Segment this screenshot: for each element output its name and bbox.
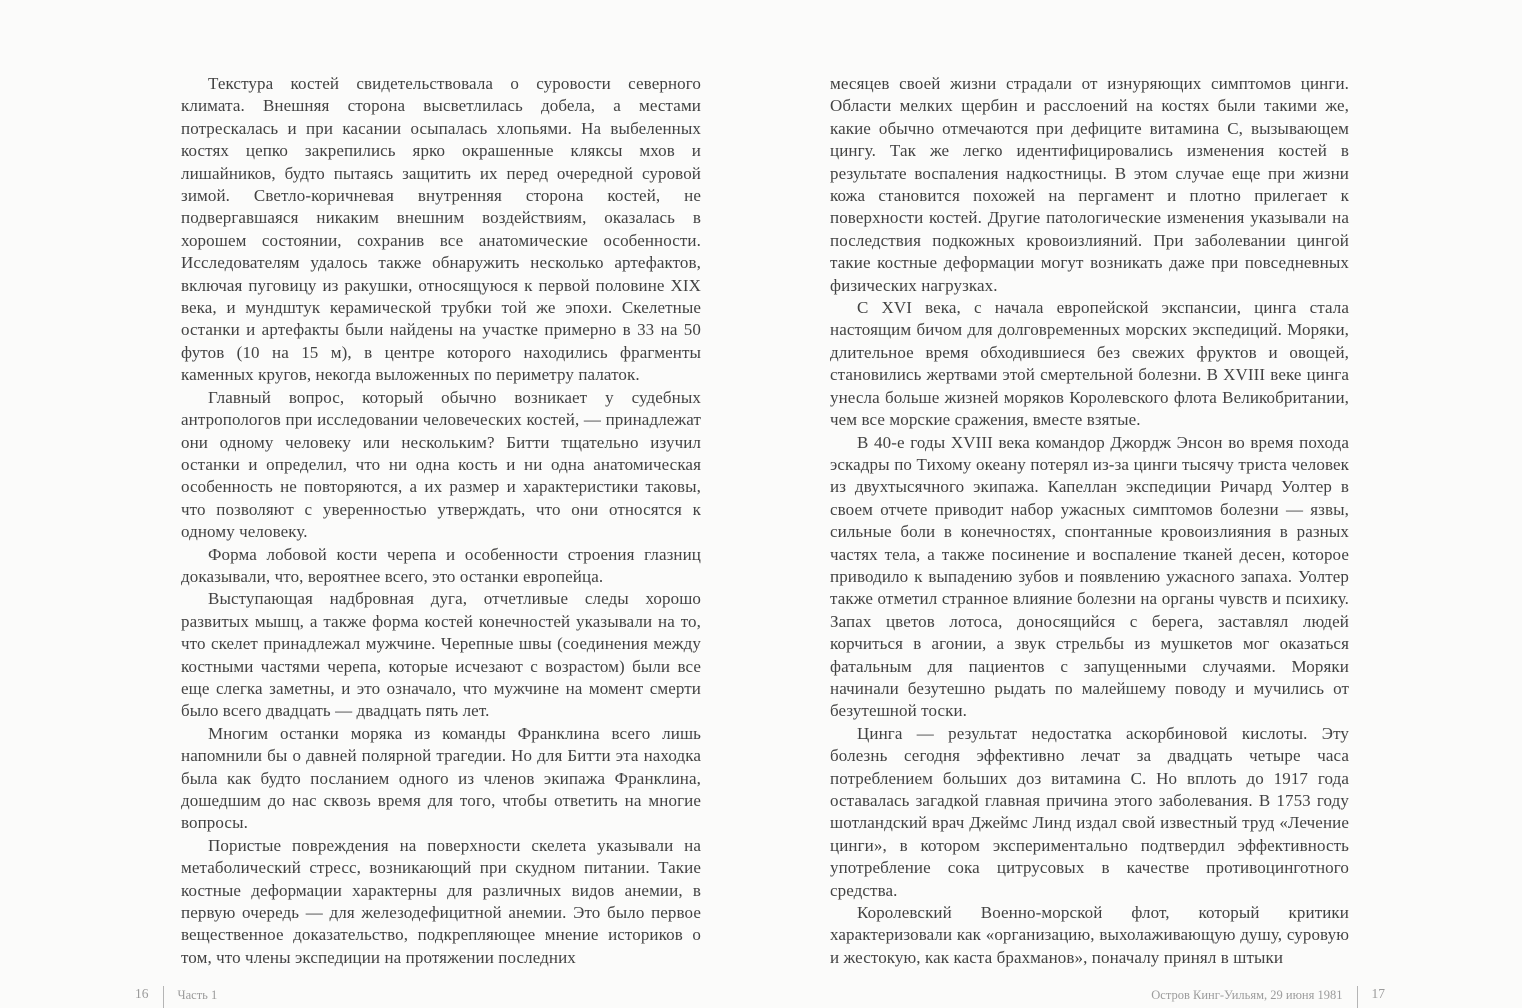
page-number: 17 xyxy=(1371,986,1385,1001)
footer-divider xyxy=(163,986,164,1008)
paragraph: Форма лобовой кости черепа и особенности строения глазниц доказывали, что, вероятнее всего, это останки европейца. xyxy=(181,544,701,586)
paragraph: В 40-е годы XVIII века командор Джордж Энсон во время похода эскадры по Тихому океану потерял из-за цинги тысячу триста человек из двухтысячного экипажа. Капеллан экспедиции Ричард Уолтер в своем отчете приводит набор ужасных симптомов болезни — язвы, сильные боли в конечностях, спонтанные кровоизлияния в разных частях тела, а также посинение и воспаление тканей десен, которое приводило к выпадению зубов и появлению ужасного запаха. Уолтер также отметил странное влияние болезни на органы чувств и психику. Запах цветов лотоса, доносящийся с берега, заставлял людей корчиться в агонии, а звук стрельбы из мушкетов мог оказаться фатальным для пациентов с запущенными случаями. Моряки начинали безутешно рыдать по малейшему поводу и мучились от безутешной тоски. xyxy=(830,432,1349,721)
paragraph: месяцев своей жизни страдали от изнуряющих симптомов цинги. Области мелких щербин и расслоений на костях были такими же, какие обычно отмечаются при дефиците витамина С, вызывающем цингу. Так же легко идентифицировались изменения костей в результате воспаления надкостницы. В этом случае еще при жизни кожа становится похожей на пергамент и плотно прилегает к поверхности костей. Другие патологические изменения указывали на последствия подкожных кровоизлияний. При заболевании цингой такие костные деформации могут возникать даже при повседневных физических нагрузках. xyxy=(830,74,1349,295)
left-page-text-column xyxy=(181,73,701,969)
page-number: 16 xyxy=(135,986,149,1001)
paragraph: Текстура костей свидетельствовала о суровости северного климата. Внешняя сторона высветлилась добела, а местами потрескалась и при касании осыпалась хлопьями. На выбеленных костях цепко закрепились ярко окрашенные кляксы мхов и лишайников, будто пытаясь защитить их перед очередной суровой зимой. Светло-коричневая внутренняя сторона костей, не подвергавшаяся никаким внешним воздействиям, оказалась в хорошем состоянии, сохранив все анатомические особенности. Исследователям удалось также обнаружить несколько артефактов, включая пуговицу из ракушки, относящуюся к первой половине XIX века, и мундштук керамической трубки той же эпохи. Скелетные останки и артефакты были найдены на участке примерно в 33 на 50 футов (10 на 15 м), в центре которого находились фрагменты каменных кругов, некогда выложенных по периметру палаток. xyxy=(181,74,701,385)
right-page-text-column xyxy=(830,73,1349,969)
right-page-footer xyxy=(1140,986,1385,1008)
paragraph: Цинга — результат недостатка аскорбиновой кислоты. Эту болезнь сегодня эффективно лечат за двадцать четыре часа потреблением больших доз витамина С. Но вплоть до 1917 года оставалась загадкой главная причина этого заболевания. В 1753 году шотландский врач Джеймс Линд издал свой известный труд «Лечение цинги», в котором экспериментально подтвердил эффективность употребление сока цитрусовых в качестве противоцинготного средства. xyxy=(830,723,1349,900)
footer-divider xyxy=(1357,986,1358,1008)
paragraph: Пористые повреждения на поверхности скелета указывали на метаболический стресс, возникающий при скудном питании. Такие костные деформации характерны для различных видов анемии, в первую очередь — для железодефицитной анемии. Это было первое вещественное доказательство, подкрепляющее мнение историков о том, что члены экспедиции на протяжении последних xyxy=(181,835,701,967)
paragraph: Многим останки моряка из команды Франклина всего лишь напомнили бы о давней полярной трагедии. Но для Битти эта находка была как будто посланием одного из членов экипажа Франклина, дошедшим до нас сквозь время для того, чтобы ответить на многие вопросы. xyxy=(181,723,701,833)
paragraph: Королевский Военно-морской флот, который критики характеризовали как «организацию, выхолаживающую душу, суровую и жестокую, как каста брахманов», поначалу принял в штыки xyxy=(830,903,1349,967)
running-title: Часть 1 xyxy=(177,988,218,1002)
left-page-footer xyxy=(135,986,217,1008)
paragraph: С XVI века, с начала европейской экспансии, цинга стала настоящим бичом для долговременных морских экспедиций. Моряки, длительное время обходившиеся без свежих фруктов и овощей, становились жертвами этой смертельной болезни. В XVIII веке цинга унесла больше жизней моряков Королевского флота Великобритании, чем все морские сражения, вместе взятые. xyxy=(830,298,1349,430)
paragraph: Выступающая надбровная дуга, отчетливые следы хорошо развитых мышц, а также форма костей конечностей указывали на то, что скелет принадлежал мужчине. Черепные швы (соединения между костными частями черепа, которые исчезают с возрастом) были все еще слегка заметны, и это означало, что мужчине на момент смерти было всего двадцать — двадцать пять лет. xyxy=(181,589,701,721)
running-title: Остров Кинг-Уильям, 29 июня 1981 xyxy=(1151,988,1343,1002)
paragraph: Главный вопрос, который обычно возникает у судебных антропологов при исследовании человеческих костей, — принадлежат они одному человеку или нескольким? Битти тщательно изучил останки и определил, что ни одна кость и ни одна анатомическая особенность не повторяются, а их размер и характеристики таковы, что позволяют с уверенностью утверждать, что они относятся к одному человеку. xyxy=(181,387,701,542)
